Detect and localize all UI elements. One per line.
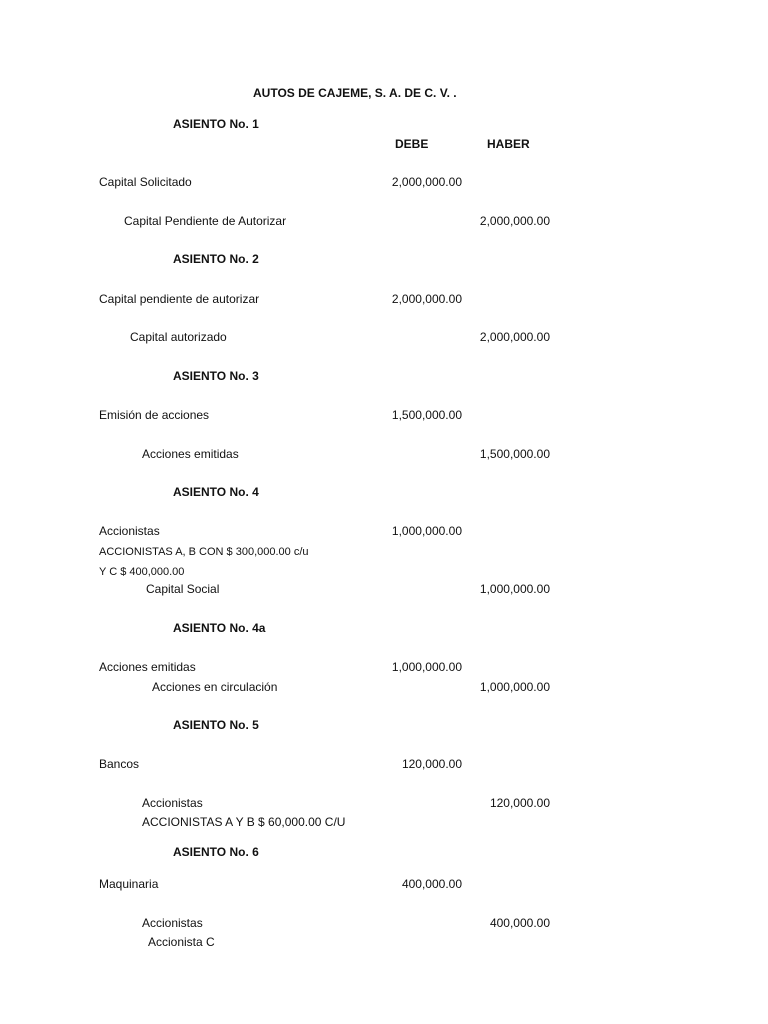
credit-account: Accionistas [142, 796, 203, 810]
entry-note: ACCIONISTAS A, B CON $ 300,000.00 c/u [99, 546, 309, 558]
column-header-debe: DEBE [395, 137, 429, 151]
credit-account: Accionistas [142, 916, 203, 930]
credit-account: Acciones emitidas [142, 447, 239, 461]
credit-amount: 2,000,000.00 [479, 214, 550, 228]
debit-account: Accionistas [99, 524, 160, 538]
debit-amount: 400,000.00 [401, 877, 462, 891]
debit-account: Bancos [99, 757, 140, 771]
credit-amount: 1,000,000.00 [479, 582, 550, 596]
debit-account: Maquinaria [99, 877, 159, 891]
debit-account: Capital Solicitado [99, 175, 192, 189]
document-title: AUTOS DE CAJEME, S. A. DE C. V. . [253, 86, 457, 100]
column-header-haber: HABER [487, 137, 530, 151]
entry-heading: ASIENTO No. 1 [173, 117, 259, 131]
credit-account: Capital Social [146, 582, 220, 596]
debit-account: Acciones emitidas [99, 660, 196, 674]
credit-account: Acciones en circulación [152, 680, 278, 694]
credit-amount: 120,000.00 [489, 796, 550, 810]
entry-heading: ASIENTO No. 6 [173, 845, 259, 859]
debit-amount: 2,000,000.00 [391, 292, 462, 306]
entry-heading: ASIENTO No. 2 [173, 252, 259, 266]
credit-amount: 2,000,000.00 [479, 330, 550, 344]
credit-amount: 1,500,000.00 [479, 447, 550, 461]
entry-note: ACCIONISTAS A Y B $ 60,000.00 C/U [142, 815, 346, 829]
debit-amount: 2,000,000.00 [391, 175, 462, 189]
entry-heading: ASIENTO No. 4 [173, 485, 259, 499]
entry-heading: ASIENTO No. 5 [173, 718, 259, 732]
credit-account: Capital Pendiente de Autorizar [124, 214, 287, 228]
debit-amount: 120,000.00 [401, 757, 462, 771]
debit-account: Capital pendiente de autorizar [99, 292, 260, 306]
credit-amount: 1,000,000.00 [479, 680, 550, 694]
entry-note: Accionista C [148, 935, 215, 949]
entry-note: Y C $ 400,000.00 [99, 566, 185, 578]
debit-amount: 1,000,000.00 [391, 524, 462, 538]
debit-amount: 1,000,000.00 [391, 660, 462, 674]
entry-heading: ASIENTO No. 4a [173, 621, 266, 635]
debit-account: Emisión de acciones [99, 408, 210, 422]
credit-account: Capital autorizado [130, 330, 227, 344]
debit-amount: 1,500,000.00 [391, 408, 462, 422]
credit-amount: 400,000.00 [489, 916, 550, 930]
entry-heading: ASIENTO No. 3 [173, 369, 259, 383]
